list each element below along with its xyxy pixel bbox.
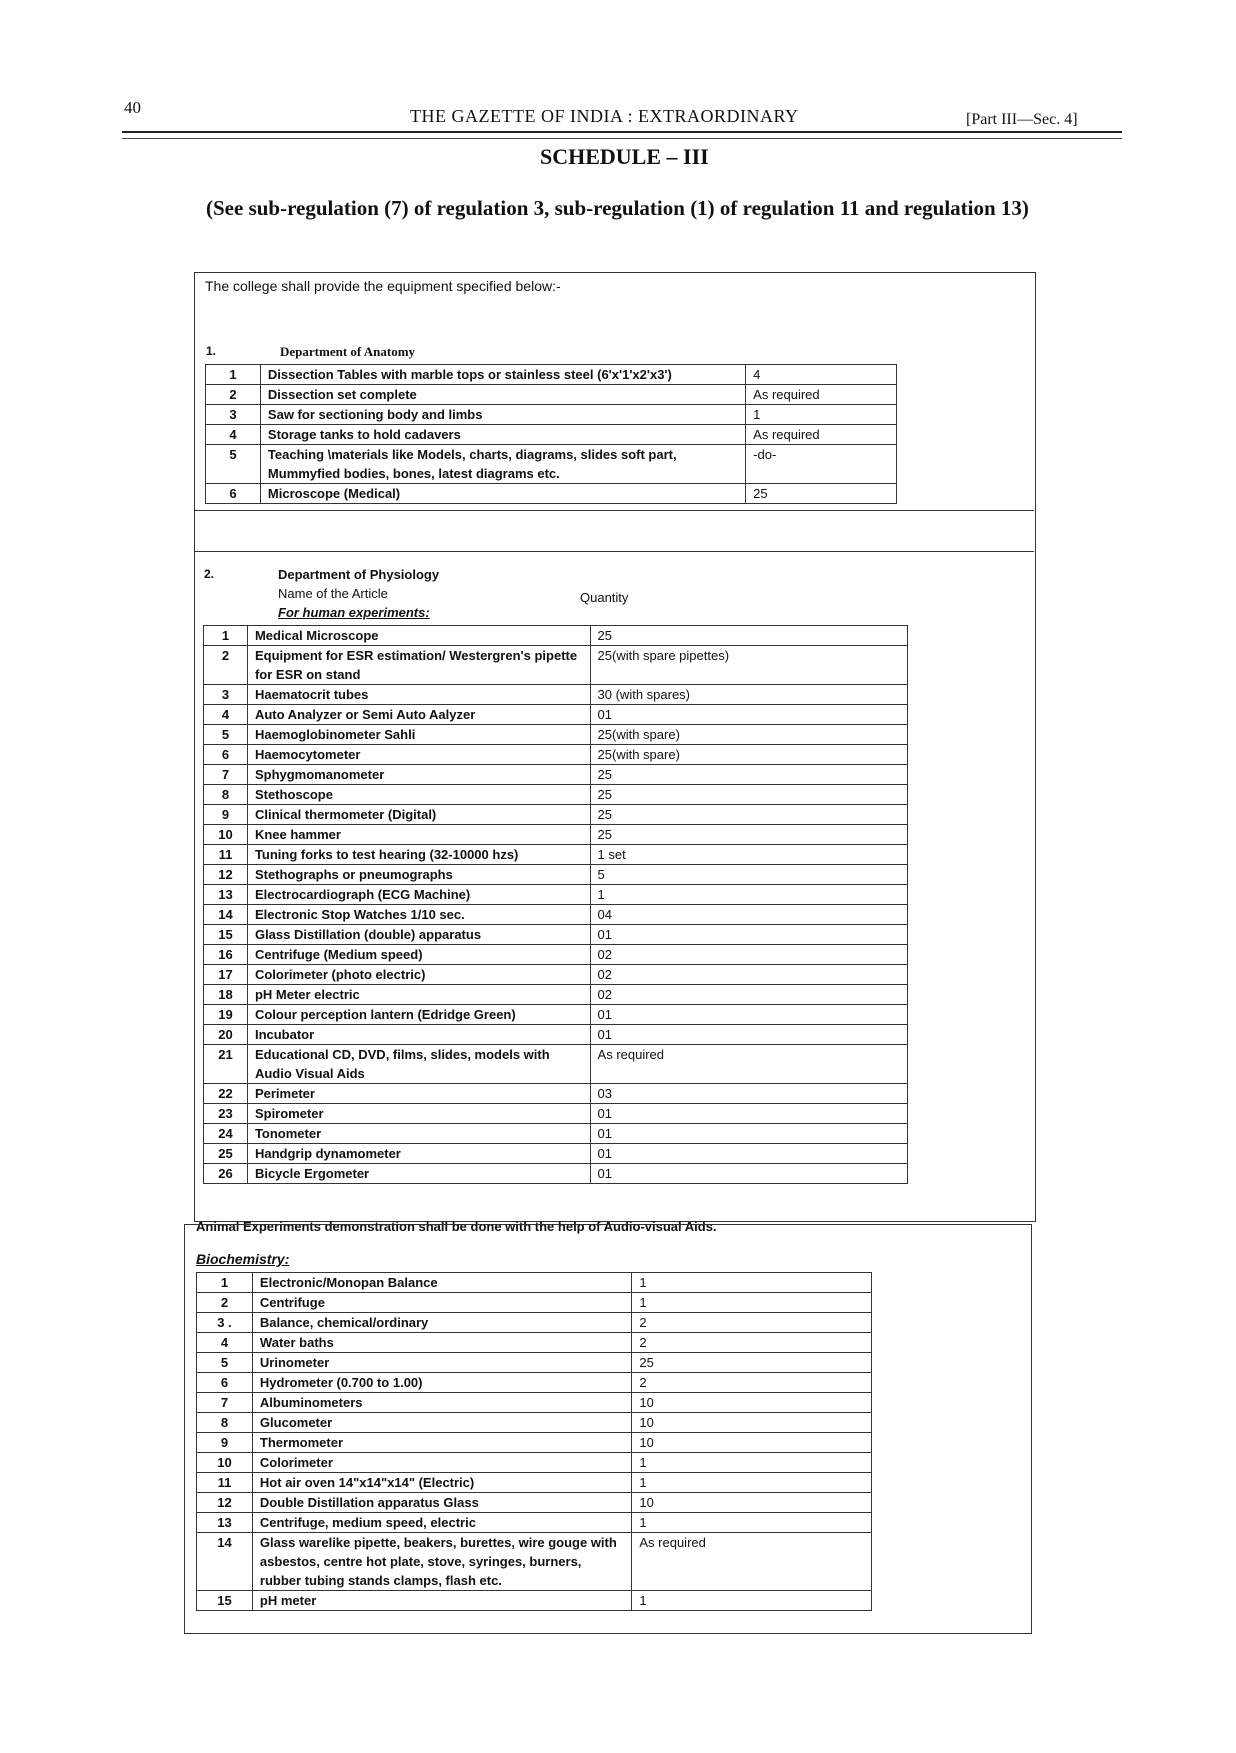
- row-number: 9: [197, 1433, 253, 1453]
- item-name: Tuning forks to test hearing (32-10000 hzs): [247, 845, 590, 865]
- table-row: [197, 1591, 872, 1611]
- table-row: [204, 1164, 908, 1184]
- item-quantity: 01: [590, 1144, 907, 1164]
- row-number: 26: [204, 1164, 248, 1184]
- row-number: 6: [206, 484, 261, 504]
- table-row: [204, 925, 908, 945]
- item-quantity: 25: [746, 484, 897, 504]
- table-row: [204, 985, 908, 1005]
- item-name: Saw for sectioning body and limbs: [260, 405, 745, 425]
- table-row: [204, 626, 908, 646]
- item-name: Dissection Tables with marble tops or stainless steel (6'x'1'x2'x3'): [260, 365, 745, 385]
- item-name: Microscope (Medical): [260, 484, 745, 504]
- row-number: 25: [204, 1144, 248, 1164]
- item-quantity: 1: [632, 1513, 872, 1533]
- row-number: 16: [204, 945, 248, 965]
- table-row: [204, 945, 908, 965]
- table-row: [197, 1353, 872, 1373]
- human-experiments-subheading: For human experiments:: [278, 605, 430, 620]
- table-row: [204, 965, 908, 985]
- item-name: Colorimeter: [252, 1453, 631, 1473]
- header-rule: [122, 131, 1122, 133]
- item-name: Sphygmomanometer: [247, 765, 590, 785]
- table-row: [206, 365, 897, 385]
- item-quantity: 30 (with spares): [590, 685, 907, 705]
- item-quantity: 5: [590, 865, 907, 885]
- table-row: [204, 725, 908, 745]
- row-number: 3: [204, 685, 248, 705]
- item-quantity: 25: [590, 765, 907, 785]
- table-row: [204, 705, 908, 725]
- item-name: Double Distillation apparatus Glass: [252, 1493, 631, 1513]
- row-number: 3 .: [197, 1313, 253, 1333]
- item-name: Centrifuge (Medium speed): [247, 945, 590, 965]
- table-row: [204, 1045, 908, 1084]
- row-number: 3: [206, 405, 261, 425]
- row-number: 4: [206, 425, 261, 445]
- row-number: 11: [197, 1473, 253, 1493]
- row-number: 6: [204, 745, 248, 765]
- item-name: Spirometer: [247, 1104, 590, 1124]
- item-name: Stethoscope: [247, 785, 590, 805]
- row-number: 15: [197, 1591, 253, 1611]
- row-number: 14: [197, 1533, 253, 1591]
- item-quantity: 03: [590, 1084, 907, 1104]
- header-rule-thin: [122, 138, 1122, 139]
- table-row: [204, 785, 908, 805]
- item-quantity: 10: [632, 1413, 872, 1433]
- item-name: Glass Distillation (double) apparatus: [247, 925, 590, 945]
- item-quantity: 1 set: [590, 845, 907, 865]
- item-quantity: 25(with spare pipettes): [590, 646, 907, 685]
- item-quantity: 1: [632, 1591, 872, 1611]
- part-section: [Part III—Sec. 4]: [966, 111, 1078, 128]
- item-name: Clinical thermometer (Digital): [247, 805, 590, 825]
- row-number: 21: [204, 1045, 248, 1084]
- table-row: [197, 1313, 872, 1333]
- table-row: [204, 845, 908, 865]
- item-quantity: 02: [590, 985, 907, 1005]
- item-name: Glucometer: [252, 1413, 631, 1433]
- item-name: Colorimeter (photo electric): [247, 965, 590, 985]
- table-row: [197, 1513, 872, 1533]
- row-number: 5: [197, 1353, 253, 1373]
- item-name: Teaching \materials like Models, charts, diagrams, slides soft part, Mummyfied bodies, bones, latest diagrams etc.: [260, 445, 745, 484]
- row-number: 4: [204, 705, 248, 725]
- item-quantity: 2: [632, 1373, 872, 1393]
- table-row: [204, 825, 908, 845]
- row-number: 14: [204, 905, 248, 925]
- item-quantity: 1: [590, 885, 907, 905]
- section-number: 2.: [204, 567, 215, 581]
- row-number: 15: [204, 925, 248, 945]
- anatomy-table: [205, 364, 897, 504]
- physiology-table: [203, 625, 908, 1184]
- item-quantity: 01: [590, 1124, 907, 1144]
- item-quantity: 4: [746, 365, 897, 385]
- row-number: 20: [204, 1025, 248, 1045]
- item-name: Hydrometer (0.700 to 1.00): [252, 1373, 631, 1393]
- item-name: Thermometer: [252, 1433, 631, 1453]
- column-header-quantity: Quantity: [580, 590, 629, 605]
- item-name: Tonometer: [247, 1124, 590, 1144]
- item-name: Urinometer: [252, 1353, 631, 1373]
- table-row: [204, 1025, 908, 1045]
- item-quantity: 25: [590, 626, 907, 646]
- row-number: 22: [204, 1084, 248, 1104]
- item-quantity: 25: [590, 825, 907, 845]
- table-row: [204, 646, 908, 685]
- table-row: [206, 484, 897, 504]
- row-number: 2: [204, 646, 248, 685]
- table-row: [204, 885, 908, 905]
- item-name: Medical Microscope: [247, 626, 590, 646]
- row-number: 1: [197, 1273, 253, 1293]
- item-name: Storage tanks to hold cadavers: [260, 425, 745, 445]
- row-number: 11: [204, 845, 248, 865]
- biochemistry-title: Biochemistry:: [196, 1251, 290, 1267]
- item-name: Balance, chemical/ordinary: [252, 1313, 631, 1333]
- row-number: 24: [204, 1124, 248, 1144]
- row-number: 18: [204, 985, 248, 1005]
- table-row: [197, 1373, 872, 1393]
- item-name: pH meter: [252, 1591, 631, 1611]
- item-name: pH Meter electric: [247, 985, 590, 1005]
- row-number: 13: [197, 1513, 253, 1533]
- item-name: Centrifuge: [252, 1293, 631, 1313]
- row-number: 7: [197, 1393, 253, 1413]
- item-name: Electrocardiograph (ECG Machine): [247, 885, 590, 905]
- table-row: [197, 1273, 872, 1293]
- item-quantity: 25: [632, 1353, 872, 1373]
- table-row: [204, 865, 908, 885]
- item-quantity: 01: [590, 1104, 907, 1124]
- item-quantity: 25: [590, 805, 907, 825]
- item-quantity: 01: [590, 1025, 907, 1045]
- item-name: Haemoglobinometer Sahli: [247, 725, 590, 745]
- item-name: Stethographs or pneumographs: [247, 865, 590, 885]
- row-number: 5: [204, 725, 248, 745]
- item-name: Auto Analyzer or Semi Auto Aalyzer: [247, 705, 590, 725]
- dept-physiology-title: Department of Physiology: [278, 567, 440, 582]
- table-row: [204, 1005, 908, 1025]
- item-name: Perimeter: [247, 1084, 590, 1104]
- table-row: [197, 1453, 872, 1473]
- item-quantity: -do-: [746, 445, 897, 484]
- frame-divider: [194, 510, 1034, 511]
- item-name: Handgrip dynamometer: [247, 1144, 590, 1164]
- item-quantity: 25: [590, 785, 907, 805]
- row-number: 1: [206, 365, 261, 385]
- row-number: 12: [197, 1493, 253, 1513]
- row-number: 9: [204, 805, 248, 825]
- item-name: Centrifuge, medium speed, electric: [252, 1513, 631, 1533]
- table-row: [204, 765, 908, 785]
- item-quantity: 10: [632, 1493, 872, 1513]
- gazette-title: THE GAZETTE OF INDIA : EXTRAORDINARY: [410, 106, 799, 126]
- intro-text: The college shall provide the equipment specified below:-: [205, 278, 561, 294]
- item-quantity: 01: [590, 1005, 907, 1025]
- table-row: [206, 445, 897, 484]
- row-number: 6: [197, 1373, 253, 1393]
- schedule-subtitle: (See sub-regulation (7) of regulation 3, sub-regulation (1) of regulation 11 and regulation 13): [206, 196, 1029, 220]
- table-row: [206, 425, 897, 445]
- table-row: [204, 1104, 908, 1124]
- table-row: [206, 405, 897, 425]
- item-quantity: 02: [590, 965, 907, 985]
- row-number: 12: [204, 865, 248, 885]
- table-row: [204, 905, 908, 925]
- table-row: [204, 805, 908, 825]
- row-number: 23: [204, 1104, 248, 1124]
- item-name: Dissection set complete: [260, 385, 745, 405]
- item-quantity: 1: [632, 1473, 872, 1493]
- item-quantity: 25(with spare): [590, 745, 907, 765]
- item-name: Educational CD, DVD, films, slides, models with Audio Visual Aids: [247, 1045, 590, 1084]
- item-name: Albuminometers: [252, 1393, 631, 1413]
- item-quantity: 10: [632, 1433, 872, 1453]
- item-quantity: As required: [746, 385, 897, 405]
- item-quantity: 1: [632, 1453, 872, 1473]
- item-name: Knee hammer: [247, 825, 590, 845]
- item-quantity: 04: [590, 905, 907, 925]
- dept-anatomy-title: Department of Anatomy: [280, 344, 416, 359]
- table-row: [197, 1433, 872, 1453]
- row-number: 10: [197, 1453, 253, 1473]
- table-row: [204, 685, 908, 705]
- table-row: [197, 1333, 872, 1353]
- frame-divider: [194, 551, 1034, 552]
- row-number: 13: [204, 885, 248, 905]
- item-name: Colour perception lantern (Edridge Green): [247, 1005, 590, 1025]
- row-number: 8: [197, 1413, 253, 1433]
- item-quantity: 2: [632, 1333, 872, 1353]
- row-number: 7: [204, 765, 248, 785]
- table-row: [197, 1493, 872, 1513]
- item-name: Water baths: [252, 1333, 631, 1353]
- item-name: Equipment for ESR estimation/ Westergren's pipette for ESR on stand: [247, 646, 590, 685]
- table-row: [204, 1144, 908, 1164]
- table-row: [197, 1293, 872, 1313]
- table-row: [204, 1124, 908, 1144]
- item-quantity: 01: [590, 1164, 907, 1184]
- item-name: Glass warelike pipette, beakers, burettes, wire gouge with asbestos, centre hot plate, stove, syringes, burners, rubber tubing stands clamps, flash etc.: [252, 1533, 631, 1591]
- column-header-article: Name of the Article: [278, 586, 388, 601]
- table-row: [197, 1533, 872, 1591]
- item-quantity: 1: [632, 1273, 872, 1293]
- item-quantity: 10: [632, 1393, 872, 1413]
- item-name: Electronic/Monopan Balance: [252, 1273, 631, 1293]
- page-number: 40: [124, 98, 141, 117]
- row-number: 17: [204, 965, 248, 985]
- item-quantity: 1: [632, 1293, 872, 1313]
- row-number: 2: [206, 385, 261, 405]
- item-name: Incubator: [247, 1025, 590, 1045]
- schedule-title: SCHEDULE – III: [540, 144, 709, 169]
- item-quantity: As required: [590, 1045, 907, 1084]
- section-number: 1.: [206, 344, 217, 358]
- table-row: [204, 1084, 908, 1104]
- item-quantity: As required: [746, 425, 897, 445]
- item-quantity: 01: [590, 925, 907, 945]
- item-name: Hot air oven 14"x14"x14" (Electric): [252, 1473, 631, 1493]
- row-number: 2: [197, 1293, 253, 1313]
- animal-experiments-note: Animal Experiments demonstration shall be done with the help of Audio-visual Aids.: [196, 1219, 717, 1234]
- item-name: Bicycle Ergometer: [247, 1164, 590, 1184]
- item-quantity: As required: [632, 1533, 872, 1591]
- row-number: 5: [206, 445, 261, 484]
- table-row: [197, 1413, 872, 1433]
- item-quantity: 02: [590, 945, 907, 965]
- table-row: [197, 1473, 872, 1493]
- row-number: 19: [204, 1005, 248, 1025]
- table-row: [204, 745, 908, 765]
- row-number: 8: [204, 785, 248, 805]
- item-quantity: 1: [746, 405, 897, 425]
- item-name: Haemocytometer: [247, 745, 590, 765]
- item-name: Haematocrit tubes: [247, 685, 590, 705]
- item-quantity: 25(with spare): [590, 725, 907, 745]
- item-quantity: 01: [590, 705, 907, 725]
- row-number: 4: [197, 1333, 253, 1353]
- biochemistry-table: [196, 1272, 872, 1611]
- item-name: Electronic Stop Watches 1/10 sec.: [247, 905, 590, 925]
- table-row: [206, 385, 897, 405]
- table-row: [197, 1393, 872, 1413]
- row-number: 10: [204, 825, 248, 845]
- row-number: 1: [204, 626, 248, 646]
- item-quantity: 2: [632, 1313, 872, 1333]
